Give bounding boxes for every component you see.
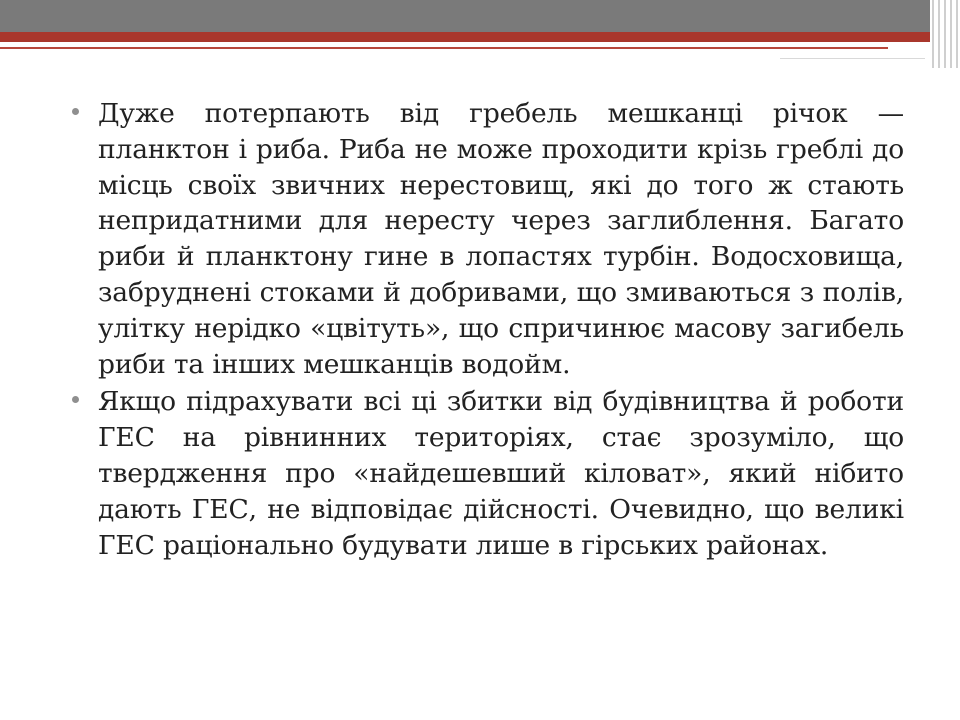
accent-line: [0, 32, 960, 42]
slide-body: [72, 96, 904, 565]
top-band: [0, 0, 960, 32]
bullet-item: [72, 384, 904, 563]
bullet-text: Дуже потерпають від гребель мешканці річок — планктон і риба. Риба не може проходити крізь греблі до місць своїх звичних нерестовищ, які до того ж стають непридатними для нересту через заглиблення. Багато риби й планктону гине в лопастях турбін. Водосховища, забруднені стоками й добривами, що змиваються з полів, улітку нерідко «цвітуть», що спричинює масову загибель риби та інших мешканців водойм.: [98, 98, 904, 380]
bullet-item: [72, 96, 904, 382]
bullet-dot-icon: [72, 108, 79, 115]
decorative-stripes: [930, 0, 960, 68]
decorative-underline: [780, 58, 925, 59]
accent-thin-line: [0, 47, 888, 49]
bullet-dot-icon: [72, 396, 79, 403]
stripe: [956, 0, 958, 68]
stripe: [932, 0, 934, 68]
stripe: [938, 0, 940, 68]
bullet-text: Якщо підрахувати всі ці збитки від будівництва й роботи ГЕС на рівнинних територіях, стає зрозуміло, що твердження про «найдешевший кіловат», який нібито дають ГЕС, не відповідає дійсності. Очевидно, що великі ГЕС раціонально будувати лише в гірських районах.: [98, 386, 904, 561]
stripe: [950, 0, 952, 68]
stripe: [944, 0, 946, 68]
